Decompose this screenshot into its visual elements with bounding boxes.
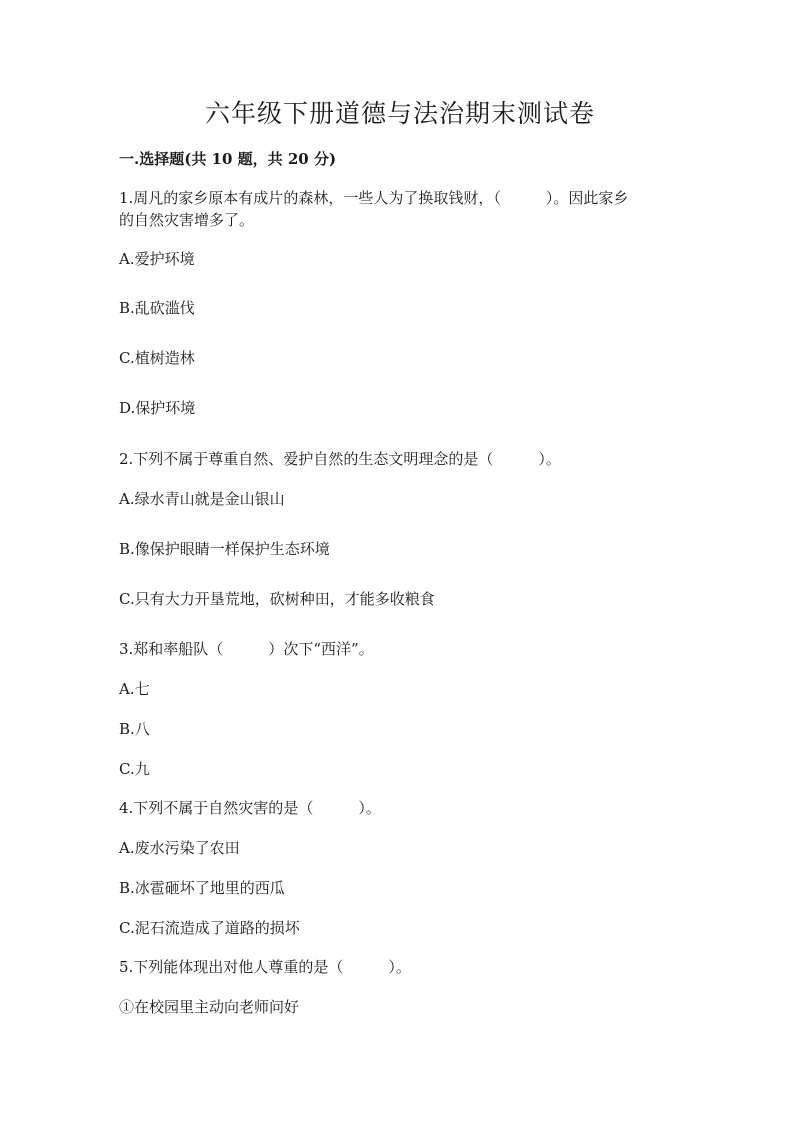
question-1-stem-line-1: 1.周凡的家乡原本有成片的森林，一些人为了换取钱财，（ ）。因此家乡 <box>119 189 629 207</box>
question-2-option-c: C.只有大力开垦荒地，砍树种田，才能多收粮食 <box>119 590 435 608</box>
question-3-stem: 3.郑和率船队（ ）次下“西洋”。 <box>119 640 374 658</box>
question-1-option-d: D.保护环境 <box>119 399 196 417</box>
question-1-option-a: A.爱护环境 <box>119 250 195 268</box>
question-4-option-b: B.冰雹砸坏了地里的西瓜 <box>119 879 285 897</box>
question-1-option-c: C.植树造林 <box>119 349 195 367</box>
section-heading: 一.选择题(共 10 题，共 20 分) <box>119 150 337 168</box>
question-1-stem-line-2: 的自然灾害增多了。 <box>119 211 255 229</box>
question-2-option-a: A.绿水青山就是金山银山 <box>119 490 285 508</box>
question-2-option-b: B.像保护眼睛一样保护生态环境 <box>119 540 330 558</box>
page-title: 六年级下册道德与法治期末测试卷 <box>204 99 595 128</box>
question-5-item-1: ①在校园里主动向老师问好 <box>119 998 300 1016</box>
question-4-stem: 4.下列不属于自然灾害的是（ ）。 <box>119 799 381 817</box>
question-3-option-b: B.八 <box>119 720 150 738</box>
question-4-option-a: A.废水污染了农田 <box>119 839 240 857</box>
question-3-option-c: C.九 <box>119 760 150 778</box>
question-5-stem: 5.下列能体现出对他人尊重的是（ ）。 <box>119 958 411 976</box>
question-2-stem: 2.下列不属于尊重自然、爱护自然的生态文明理念的是（ ）。 <box>119 450 561 468</box>
question-4-option-c: C.泥石流造成了道路的损坏 <box>119 919 300 937</box>
question-1-option-b: B.乱砍滥伐 <box>119 299 195 317</box>
question-3-option-a: A.七 <box>119 680 150 698</box>
